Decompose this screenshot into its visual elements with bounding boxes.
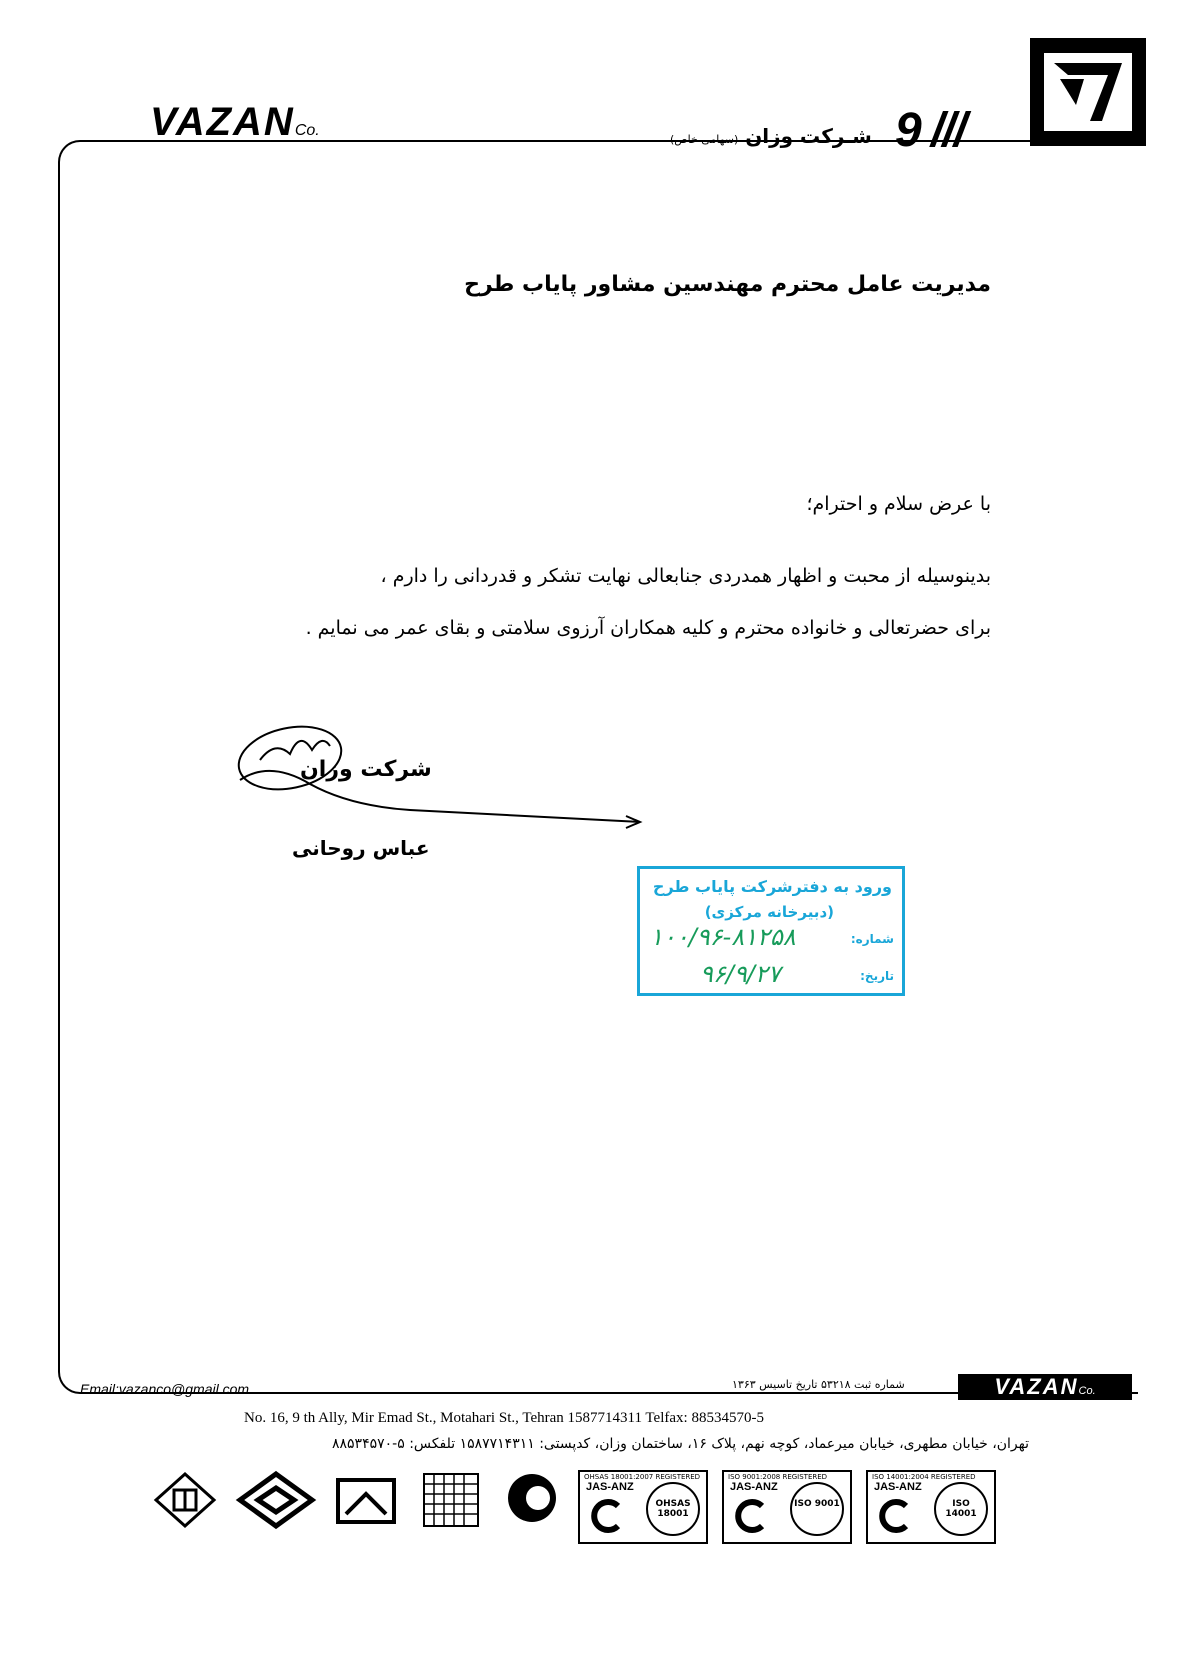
- signature-name: عباس روحانی: [292, 836, 430, 860]
- association-logo-1: [150, 1470, 220, 1530]
- cert-header: OHSAS 18001:2007 REGISTERED: [584, 1473, 701, 1481]
- vazan-emblem-icon: [1040, 49, 1136, 135]
- footer-address-english: No. 16, 9 th Ally, Mir Emad St., Motahari St., Tehran 1587714311 Telfax: 88534570-5: [244, 1410, 764, 1426]
- stamp-date-label: تاریخ:: [860, 969, 894, 983]
- ohsas-certificate-icon: [588, 1498, 624, 1534]
- brand-stripes-mark: 9 ///: [895, 104, 966, 157]
- certificate-iso9001: [722, 1470, 852, 1544]
- cert-seal: ISO 9001: [790, 1482, 844, 1536]
- iso9001-certificate-icon: [732, 1498, 768, 1534]
- signature-company: شرکت وزان: [300, 757, 432, 782]
- footer-email: Email:vazanco@gmail.com: [80, 1381, 250, 1397]
- cert-seal: ISO 14001: [934, 1482, 988, 1536]
- association-emblem-icon: [150, 1470, 220, 1530]
- footer-brand: [958, 1374, 1132, 1400]
- addressee-line: مدیریت عامل محترم مهندسین مشاور پایاب طرح: [464, 272, 991, 297]
- cert-label: JAS-ANZ: [586, 1481, 634, 1493]
- stamp-number-label: شماره:: [850, 932, 894, 946]
- brand-latin-logo: [150, 100, 320, 145]
- company-logo: [1030, 38, 1146, 146]
- received-stamp: [637, 866, 905, 996]
- iso14001-certificate-icon: [876, 1498, 912, 1534]
- concrete-association-icon: [500, 1470, 564, 1530]
- brand-latin-text: VAZAN: [150, 100, 295, 144]
- brand-latin-suffix: Co.: [294, 122, 320, 139]
- association-logo-5: [500, 1470, 564, 1530]
- certification-logos: [150, 1470, 1030, 1546]
- certificate-iso14001: [866, 1470, 996, 1544]
- association-logo-4: [416, 1470, 486, 1530]
- cert-label: JAS-ANZ: [730, 1481, 778, 1493]
- interlocked-diamond-icon: [234, 1470, 318, 1530]
- stamp-subtitle: (دبیرخانه مرکزی): [704, 903, 834, 921]
- association-logo-3: [332, 1470, 402, 1530]
- footer-brand-suffix: Co.: [1078, 1385, 1096, 1397]
- building-frame-icon: [332, 1470, 402, 1530]
- cert-header: ISO 9001:2008 REGISTERED: [728, 1473, 828, 1481]
- cert-label: JAS-ANZ: [874, 1481, 922, 1493]
- footer-registration: شماره ثبت ۵۳۲۱۸ تاریخ تاسیس ۱۳۶۳: [732, 1378, 905, 1391]
- signature-scribble: [230, 720, 650, 830]
- stamp-number-value: ۱۰۰/۹۶-۸۱۲۵۸: [650, 923, 796, 951]
- footer-address-persian: تهران، خیابان مطهری، خیابان میرعماد، کوچه نهم، پلاک ۱۶، ساختمان وزان، کدپستی: ۱۵۸۷۷۱۴۳۱۱ تلفکس: ۵-۸۸۵۳۴۵۷۰: [332, 1436, 1029, 1452]
- cert-header: ISO 14001:2004 REGISTERED: [872, 1473, 976, 1481]
- certificate-ohsas: [578, 1470, 708, 1544]
- body-paragraph-line-2: برای حضرتعالی و خانواده محترم و کلیه همکاران آرزوی سلامتی و بقای عمر می نمایم .: [305, 617, 991, 639]
- body-paragraph-line-1: بدینوسیله از محبت و اظهار همدردی جنابعالی نهایت تشکر و قدردانی را دارم ،: [380, 565, 991, 587]
- cert-seal: OHSAS 18001: [646, 1482, 700, 1536]
- greeting-line: با عرض سلام و احترام؛: [806, 493, 991, 515]
- footer-brand-text: VAZAN: [994, 1374, 1079, 1399]
- stamp-date-value: ۹۶/۹/۲۷: [700, 960, 781, 988]
- stamp-title: ورود به دفترشرکت پایاب طرح: [652, 877, 892, 896]
- company-name-label: شـركت وزان: [745, 124, 872, 148]
- grid-building-icon: [416, 1470, 486, 1530]
- association-logo-2: [234, 1470, 318, 1530]
- company-type-label: (سهامی خاص): [670, 133, 739, 146]
